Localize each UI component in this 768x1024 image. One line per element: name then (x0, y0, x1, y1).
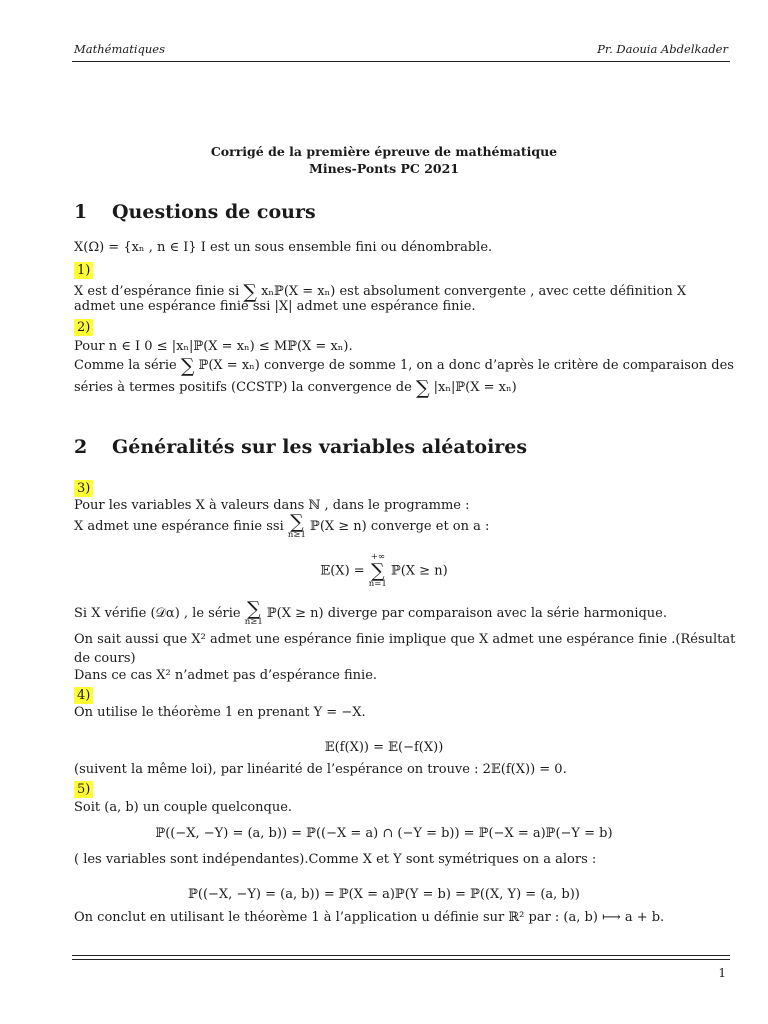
sum-superscript: +∞ (370, 552, 385, 562)
text-line: On conclut en utilisant le théorème 1 à l’application u définie sur ℝ² par : (a, b) ⟼ a + b. (74, 910, 665, 925)
section-number: 1 (74, 201, 88, 223)
text-line (74, 355, 734, 377)
section-1-heading (74, 201, 316, 223)
text-line: Soit (a, b) un couple quelconque. (74, 800, 293, 815)
tag-4: 4) (74, 687, 93, 704)
equation: ℙ((−X, −Y) = (a, b)) = ℙ(X = a)ℙ(Y = b) = ℙ((X, Y) = (a, b)) (188, 887, 580, 902)
text-line: de cours) (74, 651, 136, 666)
sum-symbol: ∑ (243, 281, 257, 303)
text-line: (suivent la même loi), par linéarité de l’espérance on trouve : 2𝔼(f(X)) = 0. (74, 762, 567, 777)
header-right: Pr. Daouia Abdelkader (597, 42, 728, 56)
question-tag (74, 480, 728, 497)
text-line (74, 513, 728, 540)
tag-5: 5) (74, 781, 93, 798)
text-line: On sait aussi que X² admet une espérance finie implique que X admet une espérance finie .(Résultat (74, 632, 736, 647)
text-fragment: X est d’espérance finie si (74, 284, 244, 299)
header-rule (72, 61, 730, 62)
text-line (74, 600, 728, 627)
text-fragment: X admet une espérance finie ssi (74, 519, 288, 534)
section-title: Généralités sur les variables aléatoires (112, 436, 528, 458)
text-line: ( les variables sont indépendantes).Comme X et Y sont symétriques on a alors : (74, 852, 597, 867)
tag-1: 1) (74, 262, 93, 279)
sum-block (288, 513, 306, 540)
text-fragment: ℙ(X ≥ n) converge et on a : (305, 519, 490, 534)
section-title: Questions de cours (112, 201, 316, 223)
text-fragment: ℙ(X = xₙ) converge de somme 1, on a donc d’après le critère de comparaison des (194, 358, 734, 373)
question-tag (74, 262, 728, 279)
text-fragment: xₙℙ(X = xₙ) est absolument convergente , avec cette définition X (256, 284, 687, 299)
sum-symbol: ∑ (290, 511, 304, 533)
equation: ℙ((−X, −Y) = (a, b)) = ℙ((−X = a) ∩ (−Y = b)) = ℙ(−X = a)ℙ(−Y = b) (155, 826, 613, 841)
doc-title-line1: Corrigé de la première épreuve de mathématique (210, 144, 558, 159)
text-line: admet une espérance finie ssi |X| admet une espérance finie. (74, 299, 476, 314)
equation: 𝔼(f(X)) = 𝔼(−f(X)) (324, 740, 444, 755)
sum-subscript: n=1 (368, 579, 387, 589)
section-2-heading (74, 436, 527, 458)
tag-2: 2) (74, 319, 93, 336)
sum-block (245, 600, 263, 627)
question-tag (74, 319, 728, 336)
sum-symbol: ∑ (371, 560, 385, 582)
header-left: Mathématiques (74, 42, 166, 56)
question-tag (74, 781, 728, 798)
text-line (74, 377, 728, 399)
text-line: X(Ω) = {xₙ , n ∈ I} I est un sous ensemble fini ou dénombrable. (74, 240, 493, 255)
section-number: 2 (74, 436, 88, 458)
sum-symbol: ∑ (180, 355, 195, 377)
text-fragment: ℙ(X ≥ n) (386, 563, 448, 579)
tag-3: 3) (74, 480, 93, 497)
text-fragment: Comme la série (74, 358, 181, 373)
doc-title-line2: Mines-Ponts PC 2021 (309, 161, 459, 176)
sum-subscript: n≥1 (244, 617, 263, 627)
text-line: Pour les variables X à valeurs dans ℕ , dans le programme : (74, 498, 470, 513)
sum-symbol: ∑ (415, 377, 430, 399)
sum-subscript: n≥1 (287, 530, 306, 540)
text-fragment: Si X vérifie (𝒟α) , le série (74, 606, 245, 621)
text-line: Pour n ∈ I 0 ≤ |xₙ|ℙ(X = xₙ) ≤ Mℙ(X = xₙ). (74, 339, 353, 354)
text-line: On utilise le théorème 1 en prenant Y = −X. (74, 705, 366, 720)
text-fragment: séries à termes positifs (CCSTP) la convergence de (74, 380, 416, 395)
sum-block (369, 553, 387, 589)
footer-rule (72, 955, 730, 956)
page-number: 1 (718, 966, 726, 980)
equation (0, 553, 768, 589)
footer-rule (72, 959, 730, 960)
text-fragment: 𝔼(X) = (320, 563, 369, 579)
text-line: Dans ce cas X² n’admet pas d’espérance finie. (74, 668, 378, 683)
question-tag (74, 687, 728, 704)
text-fragment: ℙ(X ≥ n) diverge par comparaison avec la série harmonique. (262, 606, 667, 621)
text-fragment: |xₙ|ℙ(X = xₙ) (429, 380, 517, 395)
sum-symbol: ∑ (246, 598, 261, 620)
